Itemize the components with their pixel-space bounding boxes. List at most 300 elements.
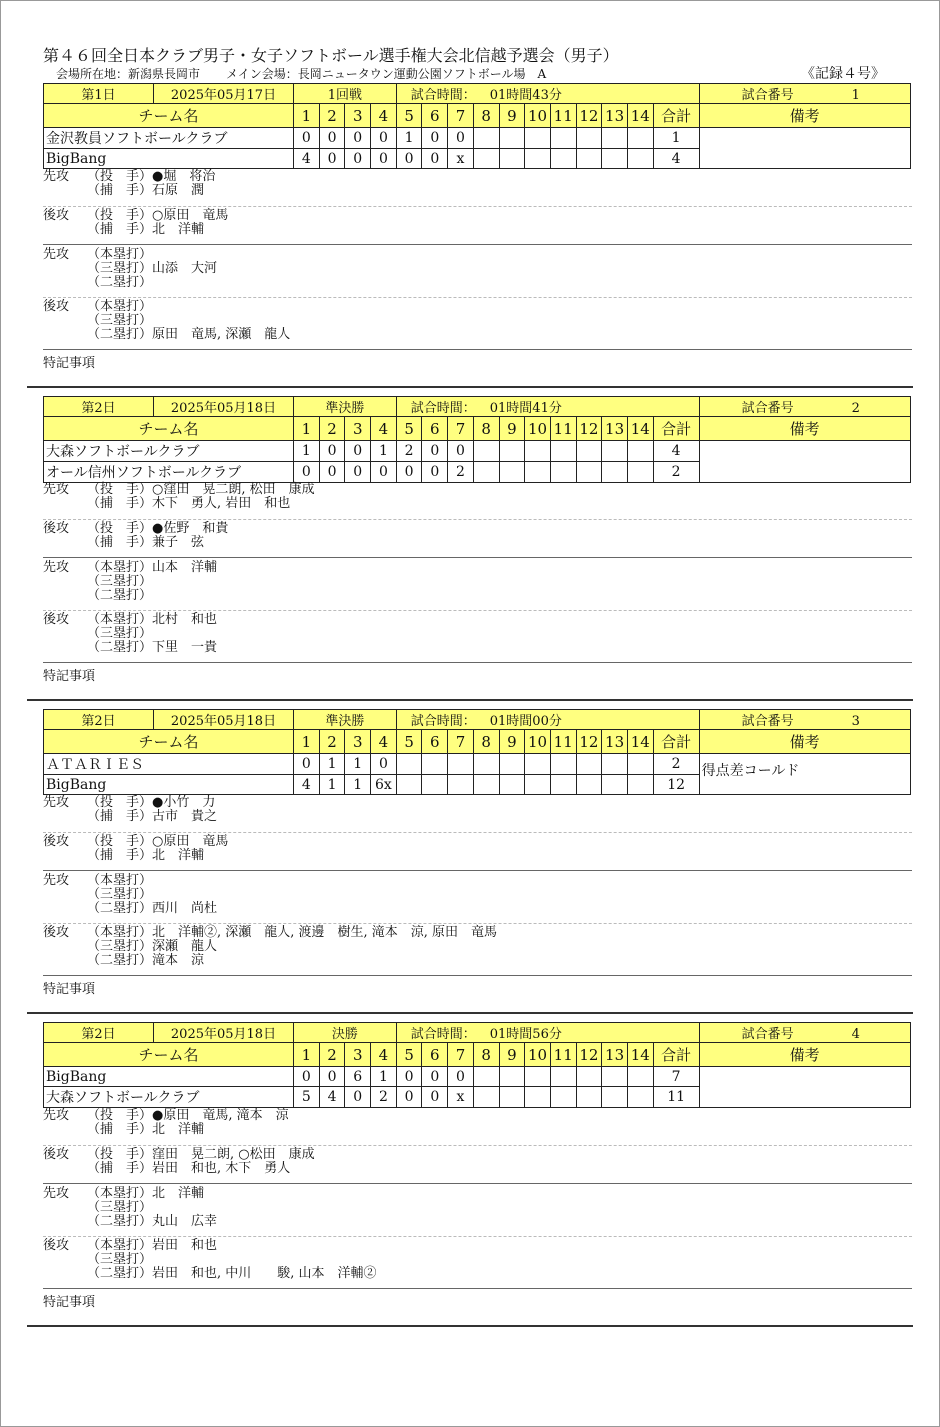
divider <box>43 519 912 520</box>
record-label: （二塁打） <box>87 275 153 290</box>
game-number-cell <box>699 710 910 730</box>
inning-header: 3 <box>345 1043 371 1067</box>
batting-side <box>43 954 87 968</box>
player-names: ○窪田 晃二朗, 松田 康成 <box>152 482 315 497</box>
player-names: 木下 勇人, 岩田 和也 <box>152 496 291 511</box>
inning-score <box>627 462 653 483</box>
inning-header: 5 <box>396 730 422 754</box>
game-time-label: 試合時間： <box>410 401 476 416</box>
record-label: （三塁打） <box>87 887 153 902</box>
game-day: 第2日 <box>44 710 154 730</box>
inning-score: 0 <box>345 1087 371 1108</box>
first-battery <box>43 1109 912 1137</box>
player-names: 石原 潤 <box>152 183 205 198</box>
inning-score: 5 <box>294 1087 320 1108</box>
inning-score <box>448 775 474 795</box>
inning-score <box>550 1067 576 1087</box>
record-line <box>43 940 912 954</box>
record-line <box>43 796 912 810</box>
special-notes-label: 特記事項 <box>43 1295 96 1310</box>
game-number-cell <box>699 84 910 104</box>
record-label: （本塁打） <box>87 612 153 627</box>
inning-header: 13 <box>602 730 628 754</box>
inning-score <box>550 128 576 149</box>
batting-side <box>43 1267 87 1281</box>
inning-score: 0 <box>371 128 397 149</box>
game-number: 1 <box>851 88 860 103</box>
inning-header: 9 <box>499 730 525 754</box>
inning-header: 6 <box>422 730 448 754</box>
record-line <box>43 262 912 276</box>
second-battery <box>43 1148 912 1176</box>
batting-side: 先攻 <box>43 873 70 888</box>
team-name: ＡＴＡＲＩＥＳ <box>44 754 294 775</box>
inning-header: 10 <box>525 730 551 754</box>
record-label: （三塁打） <box>87 1200 153 1215</box>
team-row <box>44 1067 911 1087</box>
divider <box>43 297 912 298</box>
inning-score <box>396 754 422 775</box>
player-names: 兼子 弦 <box>152 535 205 550</box>
record-label: （二塁打） <box>87 640 153 655</box>
first-battery <box>43 170 912 198</box>
inning-header: 5 <box>396 1043 422 1067</box>
remarks-header: 備考 <box>699 417 910 441</box>
inning-score <box>627 1067 653 1087</box>
record-line <box>43 328 912 342</box>
inning-score: 0 <box>422 149 448 169</box>
inning-header: 7 <box>448 1043 474 1067</box>
team-total: 11 <box>653 1087 699 1108</box>
record-line <box>43 1162 912 1176</box>
inning-score <box>602 1067 628 1087</box>
record-label: （捕 手） <box>87 1122 153 1137</box>
game-day: 第2日 <box>44 397 154 417</box>
second-battery <box>43 209 912 237</box>
record-line <box>43 926 912 940</box>
record-label: （二塁打） <box>87 1214 153 1229</box>
record-line <box>43 575 912 589</box>
total-header: 合計 <box>653 730 699 754</box>
inning-score: 0 <box>345 149 371 169</box>
batting-side <box>43 328 87 342</box>
player-names: 山本 洋輔 <box>152 560 218 575</box>
team-name: BigBang <box>44 775 294 795</box>
inning-score <box>576 754 602 775</box>
inning-score <box>499 775 525 795</box>
inning-score: 0 <box>448 1067 474 1087</box>
inning-score: 0 <box>422 128 448 149</box>
batting-side <box>43 1162 87 1176</box>
page-title: 第４６回全日本クラブ男子・女子ソフトボール選手権大会北信越予選会（男子） <box>43 46 619 65</box>
inning-header: 14 <box>627 104 653 128</box>
inning-header: 8 <box>473 730 499 754</box>
inning-score: 1 <box>396 128 422 149</box>
inning-score: 0 <box>345 128 371 149</box>
batting-side: 先攻 <box>43 247 70 262</box>
player-names: 丸山 広幸 <box>152 1214 218 1229</box>
batting-side <box>43 536 87 550</box>
team-total: 4 <box>653 441 699 462</box>
inning-score <box>550 775 576 795</box>
team-name: 大森ソフトボールクラブ <box>44 1087 294 1108</box>
player-names: 原田 竜馬, 深瀬 龍人 <box>152 327 291 342</box>
team-total: 2 <box>653 462 699 483</box>
inning-header: 9 <box>499 417 525 441</box>
inning-score: 0 <box>319 462 345 483</box>
record-label: （本塁打） <box>87 1238 153 1253</box>
inning-header: 5 <box>396 417 422 441</box>
team-total: 12 <box>653 775 699 795</box>
team-name-header: チーム名 <box>44 104 294 128</box>
record-label: （投 手） <box>87 521 153 536</box>
second-hits <box>43 926 912 968</box>
inning-score <box>627 754 653 775</box>
batting-side: 後攻 <box>43 521 70 536</box>
divider <box>43 557 912 558</box>
inning-score: 0 <box>422 441 448 462</box>
player-names: 西川 尚杜 <box>152 901 218 916</box>
divider <box>43 206 912 207</box>
inning-header: 6 <box>422 104 448 128</box>
inning-header: 8 <box>473 104 499 128</box>
inning-score: 0 <box>422 1067 448 1087</box>
inning-score <box>602 775 628 795</box>
inning-score <box>499 462 525 483</box>
inning-score <box>602 462 628 483</box>
second-hits <box>43 1239 912 1281</box>
remarks-header: 備考 <box>699 104 910 128</box>
game-round: 決勝 <box>294 1023 397 1043</box>
remarks-header: 備考 <box>699 1043 910 1067</box>
inning-header: 13 <box>602 104 628 128</box>
batting-side <box>43 810 87 824</box>
inning-score <box>499 149 525 169</box>
record-line <box>43 589 912 603</box>
game-info-row <box>44 84 911 104</box>
inning-score <box>627 149 653 169</box>
inning-header: 6 <box>422 417 448 441</box>
inning-score: 0 <box>294 754 320 775</box>
game-date: 2025年05月18日 <box>154 397 294 417</box>
game-time: 01時間41分 <box>489 401 562 416</box>
first-battery <box>43 796 912 824</box>
inning-score <box>550 462 576 483</box>
batting-side: 後攻 <box>43 1238 70 1253</box>
batting-side <box>43 589 87 603</box>
inning-score <box>576 462 602 483</box>
batting-side <box>43 497 87 511</box>
game-date: 2025年05月18日 <box>154 1023 294 1043</box>
remarks-header: 備考 <box>699 730 910 754</box>
inning-score: 0 <box>422 462 448 483</box>
inning-score <box>499 754 525 775</box>
divider <box>43 244 912 245</box>
team-row <box>44 441 911 462</box>
inning-score: 2 <box>396 441 422 462</box>
inning-score: 0 <box>396 1067 422 1087</box>
divider <box>43 1288 912 1289</box>
column-header-row <box>44 1043 911 1067</box>
inning-score <box>627 441 653 462</box>
record-label: （本塁打） <box>87 299 153 314</box>
batting-side <box>43 1253 87 1267</box>
player-names: ●小竹 力 <box>152 795 216 810</box>
column-header-row <box>44 104 911 128</box>
game-number-label: 試合番号 <box>741 88 794 103</box>
record-label: （三塁打） <box>87 939 153 954</box>
inning-header: 13 <box>602 1043 628 1067</box>
inning-score <box>550 149 576 169</box>
special-notes-label: 特記事項 <box>43 982 96 997</box>
inning-header: 3 <box>345 104 371 128</box>
record-line <box>43 184 912 198</box>
inning-score: 1 <box>319 775 345 795</box>
player-names: 岩田 和也, 中川 駿, 山本 洋輔② <box>152 1266 377 1281</box>
inning-header: 8 <box>473 417 499 441</box>
inning-header: 10 <box>525 417 551 441</box>
batting-side <box>43 575 87 589</box>
first-battery <box>43 483 912 511</box>
record-label: （投 手） <box>87 834 153 849</box>
inning-header: 9 <box>499 104 525 128</box>
record-label: （投 手） <box>87 1147 153 1162</box>
record-line <box>43 1187 912 1201</box>
inning-score: 0 <box>319 128 345 149</box>
player-names: ○原田 竜馬 <box>152 834 229 849</box>
record-label: （二塁打） <box>87 901 153 916</box>
record-label: （捕 手） <box>87 496 153 511</box>
team-total: 7 <box>653 1067 699 1087</box>
inning-score <box>525 1067 551 1087</box>
game-time: 01時間56分 <box>489 1027 562 1042</box>
inning-score <box>576 1087 602 1108</box>
inning-score: 0 <box>448 128 474 149</box>
record-label: （本塁打） <box>87 1186 153 1201</box>
game-time-cell <box>396 710 699 730</box>
record-label: （投 手） <box>87 1108 153 1123</box>
record-line <box>43 300 912 314</box>
inning-score: 1 <box>345 775 371 795</box>
record-label: （捕 手） <box>87 222 153 237</box>
team-total: 2 <box>653 754 699 775</box>
batting-side <box>43 902 87 916</box>
scoreboard-table <box>43 1022 911 1108</box>
game-number-label: 試合番号 <box>741 714 794 729</box>
divider <box>43 832 912 833</box>
record-label: （捕 手） <box>87 809 153 824</box>
batting-side: 先攻 <box>43 795 70 810</box>
batting-side <box>43 1215 87 1229</box>
inning-score: 0 <box>345 441 371 462</box>
inning-score <box>627 1087 653 1108</box>
inning-header: 12 <box>576 730 602 754</box>
game-date: 2025年05月17日 <box>154 84 294 104</box>
record-label: （三塁打） <box>87 626 153 641</box>
record-label: （投 手） <box>87 795 153 810</box>
player-names: 北 洋輔 <box>152 222 205 237</box>
inning-header: 1 <box>294 730 320 754</box>
record-line <box>43 170 912 184</box>
game-time-label: 試合時間： <box>410 714 476 729</box>
inning-score <box>525 1087 551 1108</box>
record-line <box>43 276 912 290</box>
record-line <box>43 483 912 497</box>
inning-score: 0 <box>371 462 397 483</box>
remarks: 得点差コールド <box>699 754 910 795</box>
batting-side: 後攻 <box>43 612 70 627</box>
inning-header: 14 <box>627 417 653 441</box>
record-label: （本塁打） <box>87 873 153 888</box>
record-line <box>43 810 912 824</box>
inning-score: 1 <box>371 1067 397 1087</box>
batting-side <box>43 262 87 276</box>
record-label: （二塁打） <box>87 327 153 342</box>
inning-score <box>473 441 499 462</box>
record-line <box>43 1123 912 1137</box>
divider <box>43 610 912 611</box>
game-time-label: 試合時間： <box>410 88 476 103</box>
batting-side: 先攻 <box>43 482 70 497</box>
batting-side <box>43 314 87 328</box>
game-number: 3 <box>851 714 860 729</box>
player-names: 窪田 晃二朗, ○松田 康成 <box>152 1147 315 1162</box>
game-number-label: 試合番号 <box>741 401 794 416</box>
divider <box>43 662 912 663</box>
special-notes-label: 特記事項 <box>43 669 96 684</box>
player-names: 下里 一貴 <box>152 640 218 655</box>
inning-header: 5 <box>396 104 422 128</box>
record-line <box>43 1109 912 1123</box>
inning-score <box>396 775 422 795</box>
batting-side: 後攻 <box>43 208 70 223</box>
game-block <box>1 1022 939 1335</box>
team-total: 4 <box>653 149 699 169</box>
inning-header: 1 <box>294 417 320 441</box>
inning-score <box>576 1067 602 1087</box>
inning-score: 2 <box>371 1087 397 1108</box>
record-line <box>43 536 912 550</box>
record-label: （二塁打） <box>87 1266 153 1281</box>
record-label: （捕 手） <box>87 1161 153 1176</box>
batting-side: 先攻 <box>43 560 70 575</box>
record-label: （三塁打） <box>87 261 153 276</box>
inning-score <box>473 149 499 169</box>
player-names: 滝本 涼 <box>152 953 205 968</box>
location: 会場所在地：新潟県長岡市 <box>56 67 201 81</box>
record-label: （本塁打） <box>87 925 153 940</box>
inning-score <box>576 149 602 169</box>
second-battery <box>43 522 912 550</box>
inning-score: 0 <box>319 1067 345 1087</box>
record-label: （本塁打） <box>87 560 153 575</box>
inning-header: 4 <box>371 1043 397 1067</box>
record-line <box>43 627 912 641</box>
inning-score: 1 <box>371 441 397 462</box>
record-label: （三塁打） <box>87 574 153 589</box>
inning-score: 0 <box>371 149 397 169</box>
record-line <box>43 1215 912 1229</box>
batting-side: 後攻 <box>43 299 70 314</box>
inning-header: 11 <box>550 104 576 128</box>
inning-header: 8 <box>473 1043 499 1067</box>
batting-side <box>43 940 87 954</box>
record-line <box>43 1201 912 1215</box>
record-line <box>43 1253 912 1267</box>
batting-side <box>43 849 87 863</box>
inning-score: 0 <box>396 149 422 169</box>
batting-side <box>43 641 87 655</box>
inning-header: 12 <box>576 1043 602 1067</box>
player-names: 古市 貴之 <box>152 809 218 824</box>
inning-score <box>525 128 551 149</box>
record-label: （二塁打） <box>87 588 153 603</box>
record-line <box>43 497 912 511</box>
inning-header: 7 <box>448 417 474 441</box>
inning-score: 0 <box>319 441 345 462</box>
batting-side <box>43 888 87 902</box>
record-number: 《記録４号》 <box>801 66 885 82</box>
game-separator <box>27 699 913 701</box>
divider <box>43 1145 912 1146</box>
second-hits <box>43 300 912 342</box>
player-names: 山添 大河 <box>152 261 218 276</box>
record-line <box>43 561 912 575</box>
total-header: 合計 <box>653 417 699 441</box>
inning-score <box>525 775 551 795</box>
record-line <box>43 248 912 262</box>
inning-score: 4 <box>319 1087 345 1108</box>
inning-header: 3 <box>345 730 371 754</box>
game-number: 4 <box>851 1027 860 1042</box>
record-label: （投 手） <box>87 208 153 223</box>
inning-score: 4 <box>294 775 320 795</box>
inning-score <box>422 754 448 775</box>
inning-score <box>576 775 602 795</box>
inning-header: 13 <box>602 417 628 441</box>
team-row <box>44 754 911 775</box>
inning-score: 4 <box>294 149 320 169</box>
inning-header: 4 <box>371 730 397 754</box>
first-hits <box>43 561 912 603</box>
game-time-cell <box>396 84 699 104</box>
record-line <box>43 522 912 536</box>
team-name: 金沢教員ソフトボールクラブ <box>44 128 294 149</box>
column-header-row <box>44 730 911 754</box>
batting-side <box>43 223 87 237</box>
total-header: 合計 <box>653 1043 699 1067</box>
main-venue: メイン会場：長岡ニュータウン運動公園ソフトボール場 A <box>226 67 547 81</box>
inning-score <box>473 462 499 483</box>
team-name: BigBang <box>44 1067 294 1087</box>
scoreboard-table <box>43 709 911 795</box>
record-line <box>43 849 912 863</box>
game-block <box>1 396 939 709</box>
player-names: 北 洋輔 <box>152 1186 205 1201</box>
game-time-label: 試合時間： <box>410 1027 476 1042</box>
record-line <box>43 902 912 916</box>
record-line <box>43 314 912 328</box>
record-label: （捕 手） <box>87 535 153 550</box>
record-label: （三塁打） <box>87 1252 153 1267</box>
inning-score <box>576 441 602 462</box>
inning-score <box>550 1087 576 1108</box>
team-name: 大森ソフトボールクラブ <box>44 441 294 462</box>
scoreboard-table <box>43 83 911 169</box>
divider <box>43 349 912 350</box>
inning-header: 2 <box>319 1043 345 1067</box>
inning-header: 1 <box>294 104 320 128</box>
